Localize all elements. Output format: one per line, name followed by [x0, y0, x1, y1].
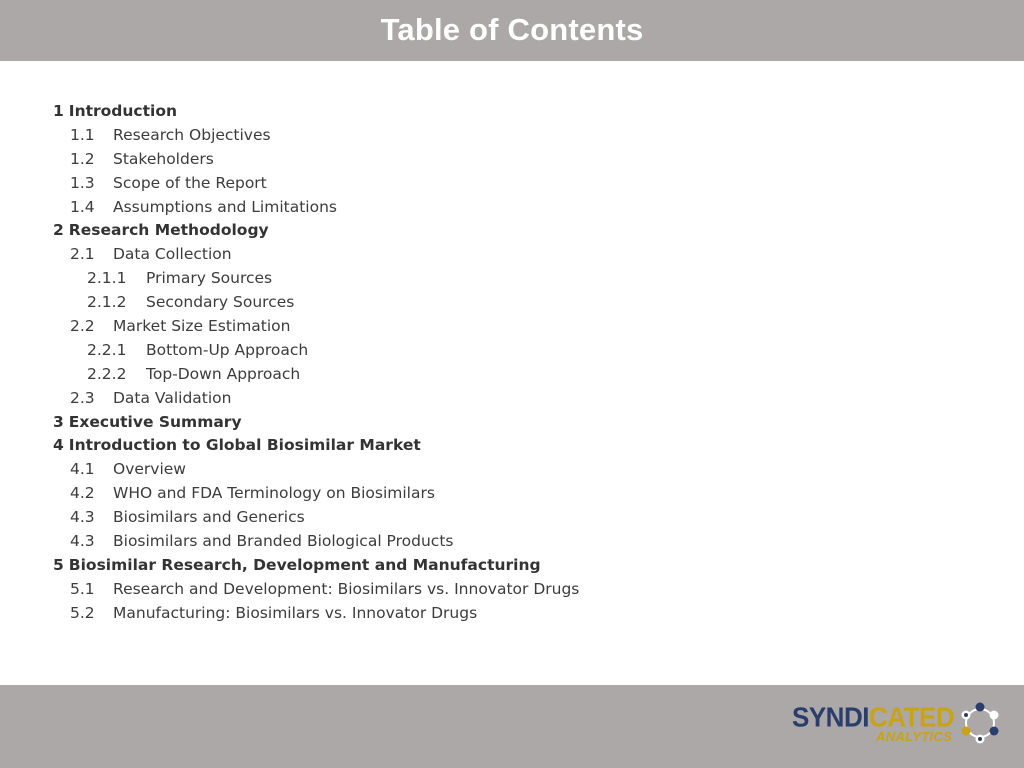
toc-entry-label: Top-Down Approach [146, 364, 301, 383]
toc-entry-number: 5.2 [70, 603, 95, 622]
toc-entry [53, 148, 953, 172]
toc-entry-label: Overview [113, 460, 186, 479]
header-band [0, 0, 1024, 61]
syndicated-analytics-logo [792, 700, 1002, 750]
toc-entry [53, 100, 953, 124]
toc-entry-number: 2 [53, 221, 64, 240]
toc-entry [53, 172, 953, 196]
toc-entry [53, 506, 953, 530]
toc-entry-number: 2.2.1 [87, 340, 127, 359]
toc-entry [53, 554, 953, 578]
toc-entry-number: 4.2 [70, 484, 95, 503]
toc-entry [53, 315, 953, 339]
toc-entry [53, 482, 953, 506]
toc-entry-label: Biosimilar Research, Development and Manufacturing [68, 555, 541, 574]
toc-entry-label: Manufacturing: Biosimilars vs. Innovator Drugs [113, 603, 478, 622]
toc-entry-label: Data Collection [113, 245, 232, 264]
toc-entry [53, 124, 953, 148]
footer-band [0, 685, 1024, 768]
toc-entry-label: Assumptions and Limitations [113, 197, 337, 216]
toc-entry-label: Primary Sources [146, 269, 273, 288]
toc-entry-number: 1.3 [70, 173, 95, 192]
toc-entry-label: Introduction [68, 102, 178, 120]
toc-entry-number: 4.3 [70, 508, 95, 527]
toc-entry [53, 291, 953, 315]
toc-entry-label: Bottom-Up Approach [146, 340, 309, 359]
molecule-ring-icon [958, 700, 1002, 746]
toc-entry-number: 4.3 [70, 532, 95, 551]
toc-entry-number: 3 [53, 412, 64, 431]
toc-entry-label: Secondary Sources [146, 293, 295, 312]
page-title: Table of Contents [380, 12, 644, 47]
toc-entry [53, 196, 953, 220]
toc-entry [53, 267, 953, 291]
toc-entry-number: 2.1.1 [87, 269, 127, 288]
toc-entry [53, 339, 953, 363]
toc-entry [53, 578, 953, 602]
toc-entry-label: Introduction to Global Biosimilar Market [68, 436, 421, 455]
toc-entry [53, 530, 953, 554]
toc-entry-label: Research and Development: Biosimilars vs. Innovator Drugs [113, 579, 580, 598]
toc-entry [53, 363, 953, 387]
toc-entry-number: 5.1 [70, 579, 95, 598]
toc-entry [53, 219, 953, 243]
toc-entry-number: 1.4 [70, 197, 95, 216]
toc-entry-number: 2.2 [70, 317, 95, 336]
toc-entry-number: 2.1 [70, 245, 95, 264]
logo-subtitle: ANALYTICS [876, 729, 953, 744]
toc-entry-number: 1.2 [70, 149, 95, 168]
toc-entry [53, 434, 953, 458]
toc-entry-label: WHO and FDA Terminology on Biosimilars [113, 484, 435, 503]
toc-entry [53, 387, 953, 411]
toc-entry-number: 2.3 [70, 388, 95, 407]
toc-entry-label: Research Methodology [68, 221, 269, 240]
toc-entry-label: Executive Summary [68, 412, 242, 431]
toc-entry-label: Data Validation [113, 388, 232, 407]
toc-entry-label: Research Objectives [113, 125, 271, 144]
toc-entry-number: 1 [53, 102, 64, 120]
toc-entry [53, 602, 953, 626]
toc-entry-label: Market Size Estimation [113, 317, 291, 336]
toc-entry-label: Stakeholders [113, 149, 214, 168]
table-of-contents [53, 100, 953, 626]
toc-entry [53, 458, 953, 482]
toc-entry-label: Biosimilars and Generics [113, 508, 305, 527]
toc-entry-number: 4 [53, 436, 64, 455]
logo-text-syndi: SYNDI [792, 701, 869, 733]
toc-entry-number: 2.2.2 [87, 364, 127, 383]
toc-entry-number: 4.1 [70, 460, 95, 479]
toc-entry-label: Biosimilars and Branded Biological Products [113, 532, 454, 551]
toc-entry-number: 5 [53, 555, 64, 574]
toc-entry [53, 411, 953, 435]
toc-entry-number: 2.1.2 [87, 293, 127, 312]
toc-entry-label: Scope of the Report [113, 173, 267, 192]
toc-entry [53, 243, 953, 267]
logo-text-cated: CATED [868, 701, 955, 733]
toc-entry-number: 1.1 [70, 125, 95, 144]
